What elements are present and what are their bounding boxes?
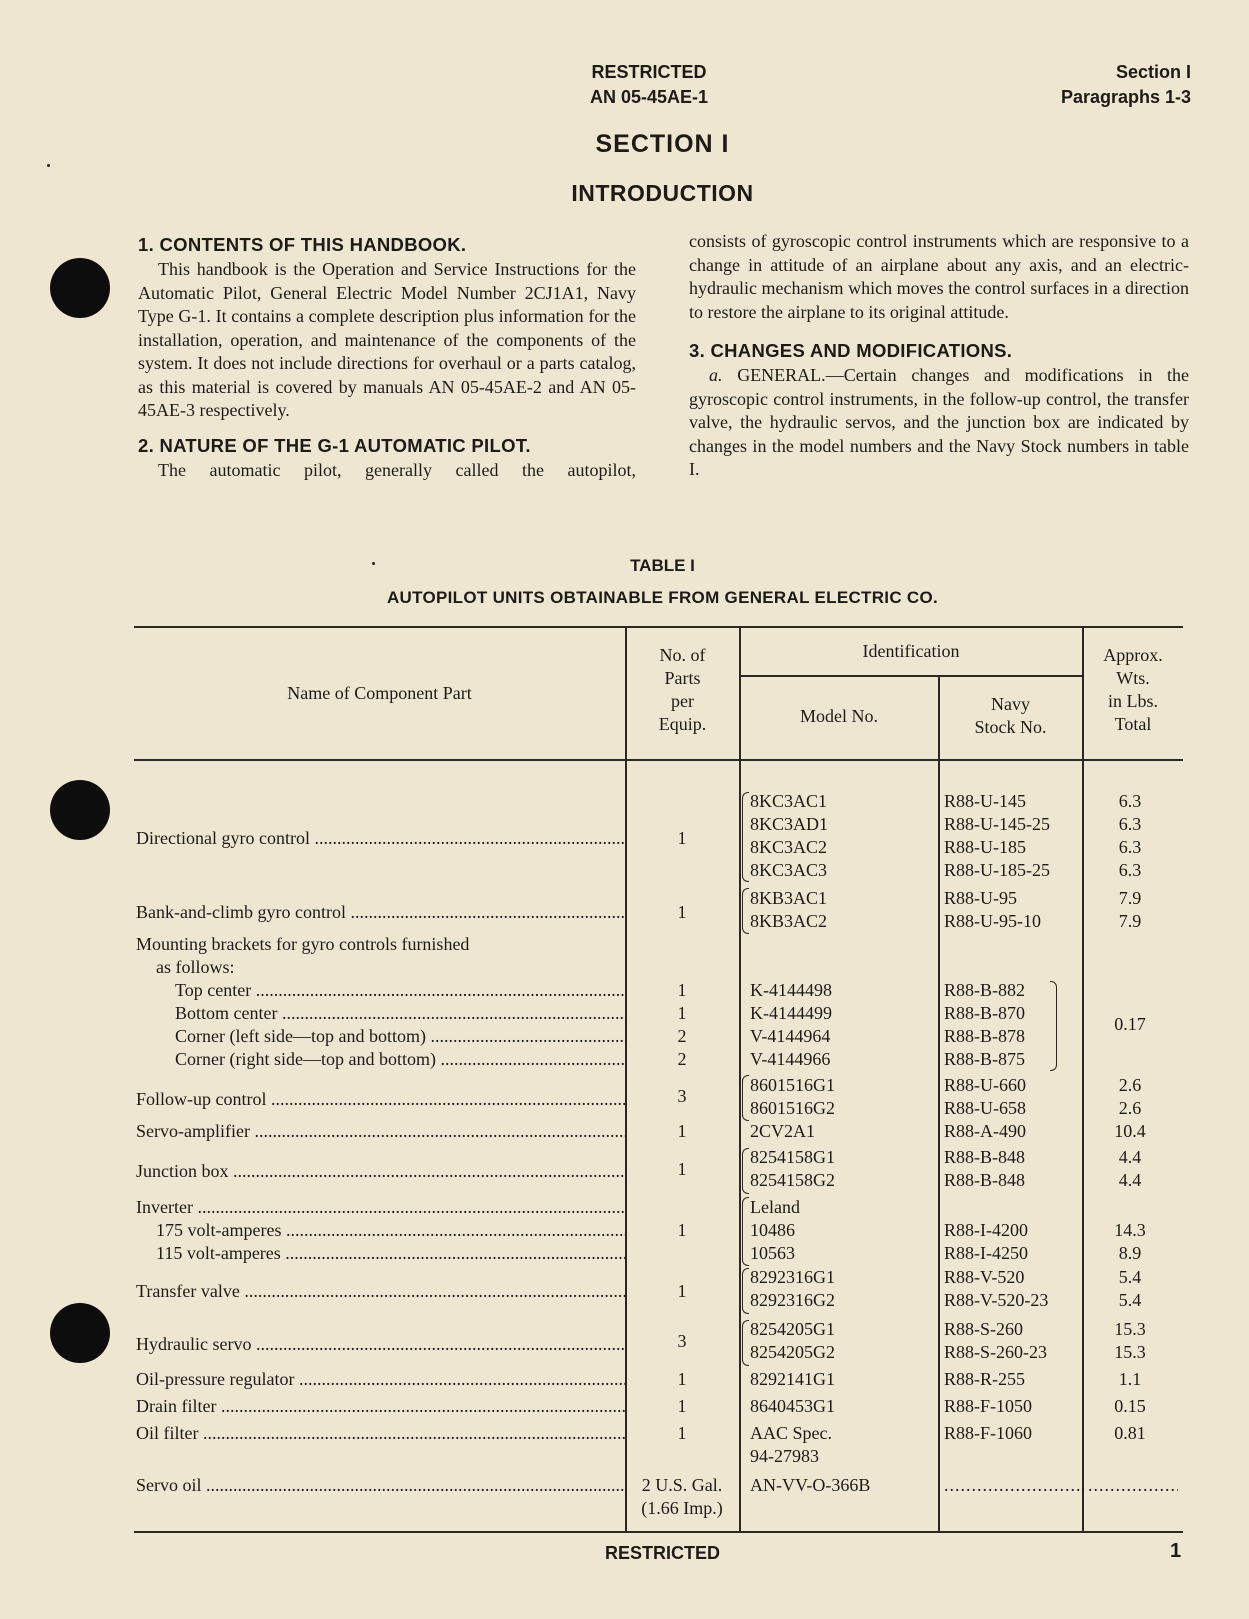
model-no: AAC Spec. [750,1423,832,1443]
row-name: Directional gyro control ..... [136,827,626,849]
weight: 2.6 [1118,1075,1142,1095]
navy-stock-no: R88-U-185 [944,837,1026,857]
row-name: Transfer valve ..... [136,1280,626,1302]
model-no: 10486 [750,1220,795,1240]
weight: 4.4 [1118,1147,1142,1167]
model-no: AN-VV-O-366B [750,1475,871,1495]
navy-stock-no: R88-F-1050 [944,1396,1033,1416]
row-quantity: 1 [677,1423,687,1443]
row-name: Bank-and-climb gyro control ..... [136,901,626,923]
paragraph-reference: Paragraphs 1-3 [1060,87,1191,107]
row-name: Oil-pressure regulator ..... [136,1368,626,1390]
text-column-left [138,232,636,482]
table-subtitle: AUTOPILOT UNITS OBTAINABLE FROM GENERAL ELECTRIC CO. [386,588,939,607]
row-name: Oil filter ..... [136,1422,626,1444]
heading-nature: 2. NATURE OF THE G-1 AUTOMATIC PILOT. [138,434,531,456]
navy-stock-no: R88-V-520 [944,1267,1025,1287]
header-quantity-line: No. of [659,645,706,665]
document-number: AN 05-45AE-1 [590,87,709,107]
header-component-name: Name of Component Part [287,683,472,703]
model-no: 8601516G2 [750,1098,835,1118]
restricted-marking: RESTRICTED [591,62,707,82]
row-name: Hydraulic servo ..... [136,1333,626,1355]
row-quantity: 1 [677,902,687,922]
navy-stock-no: R88-B-848 [944,1147,1025,1167]
paragraph-general [689,364,1189,482]
navy-stock-no: R88-U-658 [944,1098,1026,1118]
row-quantity: 1 [677,1281,687,1301]
row-name: Corner (left side—top and bottom) ..... [175,1025,626,1047]
weight: 0.15 [1114,1396,1146,1416]
row-name: Mounting brackets for gyro controls furnished [136,934,470,954]
model-no: 2CV2A1 [750,1121,816,1141]
section-subtitle: INTRODUCTION [571,180,754,206]
table-bottom-rule [134,1531,1183,1533]
navy-stock-no: R88-U-95 [944,888,1017,908]
model-no: 8KB3AC1 [750,888,828,908]
navy-stock-no: R88-U-145-25 [944,814,1050,834]
weight: 0.81 [1114,1423,1146,1443]
group-brace [742,1197,749,1266]
group-brace [742,792,749,882]
empty-leader-dots [944,1474,1084,1496]
document-header-right [1061,60,1191,110]
header-weight-line: in Lbs. [1107,691,1158,711]
navy-stock-no: R88-B-870 [944,1003,1025,1023]
model-no: 8KC3AC1 [750,791,828,811]
row-quantity: 1 [677,1003,687,1023]
navy-stock-no: R88-F-1060 [944,1423,1033,1443]
empty-leader-dots [1088,1474,1178,1496]
row-name: Follow-up control ..... [136,1088,626,1110]
group-brace [742,1268,749,1314]
identification-rule [740,675,1083,677]
navy-stock-no: R88-R-255 [944,1369,1025,1389]
text-column-right [689,230,1189,482]
group-brace [1050,981,1057,1071]
header-weight [1083,644,1183,736]
binder-hole [50,1303,110,1363]
navy-stock-no: R88-I-4200 [944,1220,1028,1240]
row-quantity: 1 [677,1121,687,1141]
weight: 10.4 [1114,1121,1146,1141]
binder-hole [50,258,110,318]
header-weight-line: Total [1114,714,1152,734]
header-weight-line: Wts. [1116,668,1150,688]
row-quantity: 1 [677,1369,687,1389]
paragraph-contents: This handbook is the Operation and Service Instructions for the Automatic Pilot, General Electric Model Number 2CJ1A1, Navy Type G-1. It contains a complete description plus information for the installation, operation, and maintenance of the components of the system. It does not include directions for overhaul or a parts catalog, as this material is covered by manuals AN 05-45AE-2 and AN 05-45AE-3 respectively. [138,259,636,420]
weight: 1.1 [1118,1369,1142,1389]
navy-stock-no: R88-A-490 [944,1121,1026,1141]
model-no: 10563 [750,1243,795,1263]
model-no: K-4144499 [750,1003,832,1023]
weight: 15.3 [1114,1319,1146,1339]
row-quantity: 2 [677,1026,687,1046]
paragraph-nature-cont: consists of gyroscopic control instruments which are responsive to a change in attitude of an airplane about any axis, and an electric-hydraulic mechanism which moves the control surfaces in a direction to restore the airplane to its original attitude. [689,231,1189,322]
model-no: 8KC3AD1 [750,814,829,834]
model-no: 8601516G1 [750,1075,835,1095]
model-no: 8KC3AC3 [750,860,828,880]
header-weight-line: Approx. [1103,645,1163,665]
row-quantity: 3 [677,1331,687,1351]
navy-stock-no: R88-S-260-23 [944,1342,1047,1362]
scan-speck [47,164,50,167]
column-divider [938,676,940,1531]
row-quantity: 1 [677,980,687,1000]
weight: 8.9 [1118,1243,1142,1263]
row-name-cont: as follows: [156,957,235,977]
row-name: 175 volt-amperes ..... [156,1219,626,1241]
general-text: —Certain changes and modifications in the gyroscopic control instruments, in the follow-up control, the transfer valve, the hydraulic servos, and the junction box are indicated by changes in the model numbers and the Navy Stock numbers in table I. [689,365,1190,479]
row-name: Corner (right side—top and bottom) ..... [175,1048,626,1070]
navy-stock-no: R88-U-95-10 [944,911,1041,931]
row-quantity-cont: (1.66 Imp.) [641,1498,723,1518]
heading-changes: 3. CHANGES AND MODIFICATIONS. [689,340,1013,361]
table-title: TABLE I [630,556,695,575]
row-name: Top center ..... [175,979,626,1001]
model-no: 8640453G1 [750,1396,835,1416]
model-no: 8292141G1 [750,1369,835,1389]
navy-stock-no: R88-B-848 [944,1170,1025,1190]
weight: 6.3 [1118,814,1142,834]
row-quantity: 2 U.S. Gal. [641,1475,723,1495]
model-no: 8254158G2 [750,1170,835,1190]
row-name: Junction box ..... [136,1160,626,1182]
header-navy-line: Navy [991,694,1030,714]
navy-stock-no: R88-U-660 [944,1075,1026,1095]
header-navy-stock-no [939,693,1082,739]
row-name: Bottom center ..... [175,1002,626,1024]
group-brace [742,1320,749,1366]
table-header-rule [134,759,1183,761]
navy-stock-no: R88-U-185-25 [944,860,1050,880]
header-quantity-line: Equip. [658,714,707,734]
weight: 5.4 [1118,1290,1142,1310]
model-no: 94-27983 [750,1446,819,1466]
document-header-left [590,60,708,110]
group-brace [742,1075,749,1121]
group-brace [742,1148,749,1194]
model-no: 8254205G2 [750,1342,835,1362]
section-title: SECTION I [595,130,730,158]
weight: 6.3 [1118,791,1142,811]
row-quantity: 1 [677,1220,687,1240]
row-name: Inverter ..... [136,1196,626,1218]
weight: 14.3 [1114,1220,1146,1240]
model-no: 8292316G2 [750,1290,835,1310]
model-no: 8254158G1 [750,1147,835,1167]
row-quantity: 1 [677,828,687,848]
binder-hole [50,780,110,840]
sub-title: GENERAL. [737,365,826,385]
page-number: 1 [1170,1540,1182,1562]
model-no: V-4144964 [750,1026,831,1046]
model-no: 8KB3AC2 [750,911,828,931]
weight: 5.4 [1118,1267,1142,1287]
model-no: K-4144498 [750,980,832,1000]
weight: 6.3 [1118,860,1142,880]
row-quantity: 1 [677,1159,687,1179]
row-name: Servo-amplifier ..... [136,1120,626,1142]
row-name: Servo oil ..... [136,1474,626,1496]
column-divider [739,627,741,1531]
weight: 4.4 [1118,1170,1142,1190]
section-reference: Section I [1115,62,1191,82]
group-brace [742,888,749,934]
table-top-rule [134,626,1183,628]
weight: 15.3 [1114,1342,1146,1362]
weight: 7.9 [1118,911,1142,931]
header-model-no: Model No. [800,706,878,726]
header-quantity-line: Parts [664,668,701,688]
heading-contents: 1. CONTENTS OF THIS HANDBOOK. [138,234,467,255]
navy-stock-no: R88-B-878 [944,1026,1025,1046]
weight: 7.9 [1118,888,1142,908]
model-no: V-4144966 [750,1049,831,1069]
header-quantity [626,644,739,736]
model-no: 8254205G1 [750,1319,835,1339]
header-identification: Identification [862,641,960,661]
row-name: 115 volt-amperes ..... [156,1242,626,1264]
navy-stock-no: R88-B-875 [944,1049,1025,1069]
navy-stock-no: R88-S-260 [944,1319,1024,1339]
footer-restricted: RESTRICTED [604,1543,720,1563]
header-navy-line: Stock No. [974,717,1047,737]
row-name: Drain filter ..... [136,1395,626,1417]
model-no: 8292316G1 [750,1267,835,1287]
navy-stock-no: R88-I-4250 [944,1243,1028,1263]
sub-label: a. [709,365,738,385]
row-quantity: 3 [677,1086,687,1106]
row-quantity: 1 [677,1396,687,1416]
weight: 2.6 [1118,1098,1142,1118]
paragraph-nature-start: The automatic pilot, generally called the autopilot, [158,459,636,480]
model-no: Leland [750,1197,800,1217]
weight: 6.3 [1118,837,1142,857]
model-no: 8KC3AC2 [750,837,828,857]
navy-stock-no: R88-V-520-23 [944,1290,1049,1310]
weight: 0.17 [1114,1014,1146,1034]
header-quantity-line: per [671,691,694,711]
navy-stock-no: R88-U-145 [944,791,1026,811]
row-quantity: 2 [677,1049,687,1069]
navy-stock-no: R88-B-882 [944,980,1025,1000]
